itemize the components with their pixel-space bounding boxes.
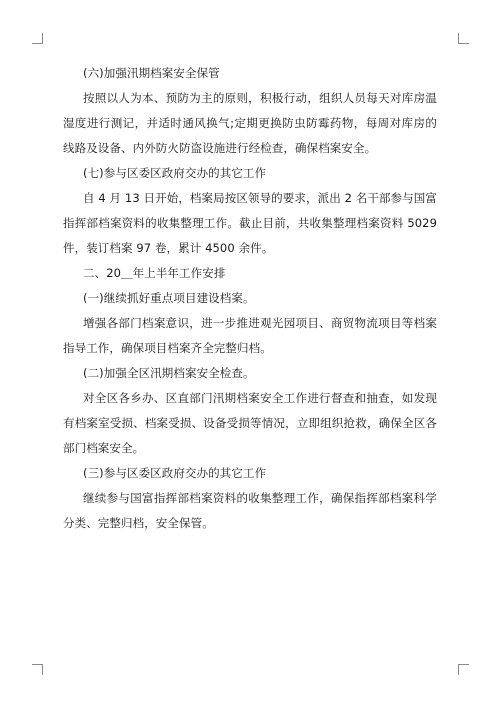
subheading-other-work-plan: (三)参与区委区政府交办的其它工作 [83,466,267,480]
crop-mark-bottom-left [32,664,43,675]
section-heading-work-plan: 二、20＿年上半年工作安排 [83,266,226,280]
crop-mark-top-right [458,33,469,44]
paragraph-key-projects: 增强各部门档案意识，进一步推进观光园项目、商贸物流项目等档案指导工作，确保项目档案齐全完整归档。 [63,316,437,355]
crop-mark-bottom-right [458,664,469,675]
section-heading-other-work: (七)参与区委区政府交办的其它工作 [83,166,267,180]
section-heading-flood-season-storage: (六)加强汛期档案安全保管 [83,66,220,80]
paragraph-other-work: 自 4 月 13 日开始，档案局按区领导的要求，派出 2 名干部参与国富指挥部档案资料的收集整理工作。截止目前，共收集整理档案资料 5029 件，装订档案 97 卷，累计 4500 余件。 [63,191,437,255]
subheading-flood-inspection: (二)加强全区汛期档案安全检查。 [83,366,255,380]
paragraph-other-work-plan: 继续参与国富指挥部档案资料的收集整理工作，确保指挥部档案科学分类、完整归档，安全保管。 [63,491,437,530]
paragraph-flood-inspection: 对全区各乡办、区直部门汛期档案安全工作进行督查和抽查，如发现有档案室受损、档案受损、设备受损等情况，立即组织抢救，确保全区各部门档案安全。 [63,391,437,455]
crop-mark-top-left [32,33,43,44]
paragraph-storage-measures: 按照以人为本、预防为主的原则，积极行动，组织人员每天对库房温湿度进行测记，并适时通风换气;定期更换防虫防霉药物，每周对库房的线路及设备、内外防火防盗设施进行经检查，确保档案安全。 [63,91,437,155]
subheading-key-projects: (一)继续抓好重点项目建设档案。 [83,291,255,305]
document-body [63,61,437,536]
